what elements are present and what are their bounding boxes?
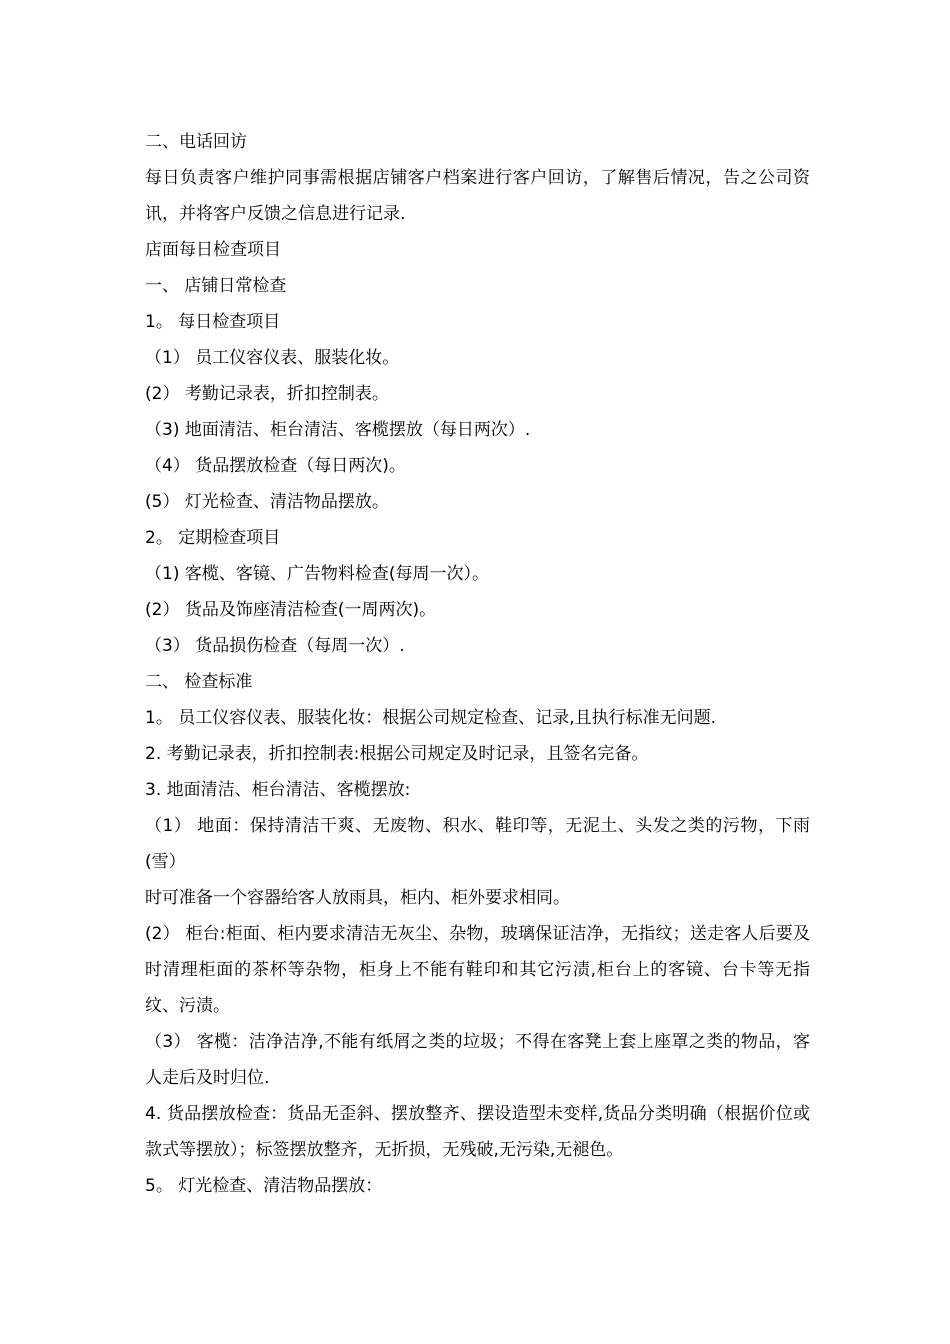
list-item: （4） 货品摆放检查（每日两次)。 bbox=[145, 456, 406, 476]
list-item: （1） 员工仪容仪表、服装化妆。 bbox=[145, 348, 400, 368]
standard-item: 3. 地面清洁、柜台清洁、客榄摆放: bbox=[145, 780, 411, 800]
standard-item-lighting: 5。 灯光检查、清洁物品摆放： bbox=[145, 1176, 383, 1196]
list-item: (2） 货品及饰座清洁检查(一周两次)。 bbox=[145, 600, 437, 620]
list-item: （1) 客榄、客镜、广告物料检查(每周一次）。 bbox=[145, 564, 489, 584]
standard-subitem-counter: (2） 柜台:柜面、柜内要求清洁无灰尘、杂物，玻璃保证洁净，无指纹；送走客人后要及时清理柜面的茶杯等杂物，柜身上不能有鞋印和其它污渍,柜台上的客镜、台卡等无指纹、污渍。 bbox=[145, 924, 810, 1016]
section-heading-routine-check: 一、 店铺日常检查 bbox=[145, 276, 287, 296]
standard-subitem-floor-continued: 时可准备一个容器给客人放雨具，柜内、柜外要求相同。 bbox=[145, 888, 570, 908]
heading-daily-inspection: 店面每日检查项目 bbox=[145, 240, 281, 260]
list-item: （3) 地面清洁、柜台清洁、客榄摆放（每日两次）. bbox=[145, 420, 531, 440]
subheading-periodic-items: 2。 定期检查项目 bbox=[145, 528, 281, 548]
standard-item: 1。 员工仪容仪表、服装化妆：根据公司规定检查、记录,且执行标准无问题. bbox=[145, 708, 717, 728]
list-item: (2） 考勤记录表，折扣控制表。 bbox=[145, 384, 389, 404]
section-heading-standards: 二、 检查标准 bbox=[145, 672, 253, 692]
list-item: (5） 灯光检查、清洁物品摆放。 bbox=[145, 492, 389, 512]
document-body bbox=[145, 124, 810, 1204]
list-item: （3） 货品损伤检查（每周一次）. bbox=[145, 636, 405, 656]
standard-subitem-stools: （3） 客榄：洁净洁净,不能有纸屑之类的垃圾；不得在客凳上套上座罩之类的物品，客人走后及时归位. bbox=[145, 1032, 810, 1088]
paragraph-phone-followup: 每日负责客户维护同事需根据店铺客户档案进行客户回访，了解售后情况，告之公司资讯，并将客户反馈之信息进行记录. bbox=[145, 168, 810, 224]
section-heading-phone-followup: 二、电话回访 bbox=[145, 132, 247, 152]
standard-item: 2. 考勤记录表，折扣控制表:根据公司规定及时记录，且签名完备。 bbox=[145, 744, 649, 764]
standard-subitem-floor: （1） 地面：保持清洁干爽、无废物、积水、鞋印等，无泥土、头发之类的污物，下雨(雪） bbox=[145, 816, 810, 872]
standard-item-goods-display: 4. 货品摆放检查：货品无歪斜、摆放整齐、摆设造型未变样,货品分类明确（根据价位或款式等摆放）；标签摆放整齐，无折损，无残破,无污染,无褪色。 bbox=[145, 1104, 810, 1160]
subheading-daily-items: 1。 每日检查项目 bbox=[145, 312, 281, 332]
